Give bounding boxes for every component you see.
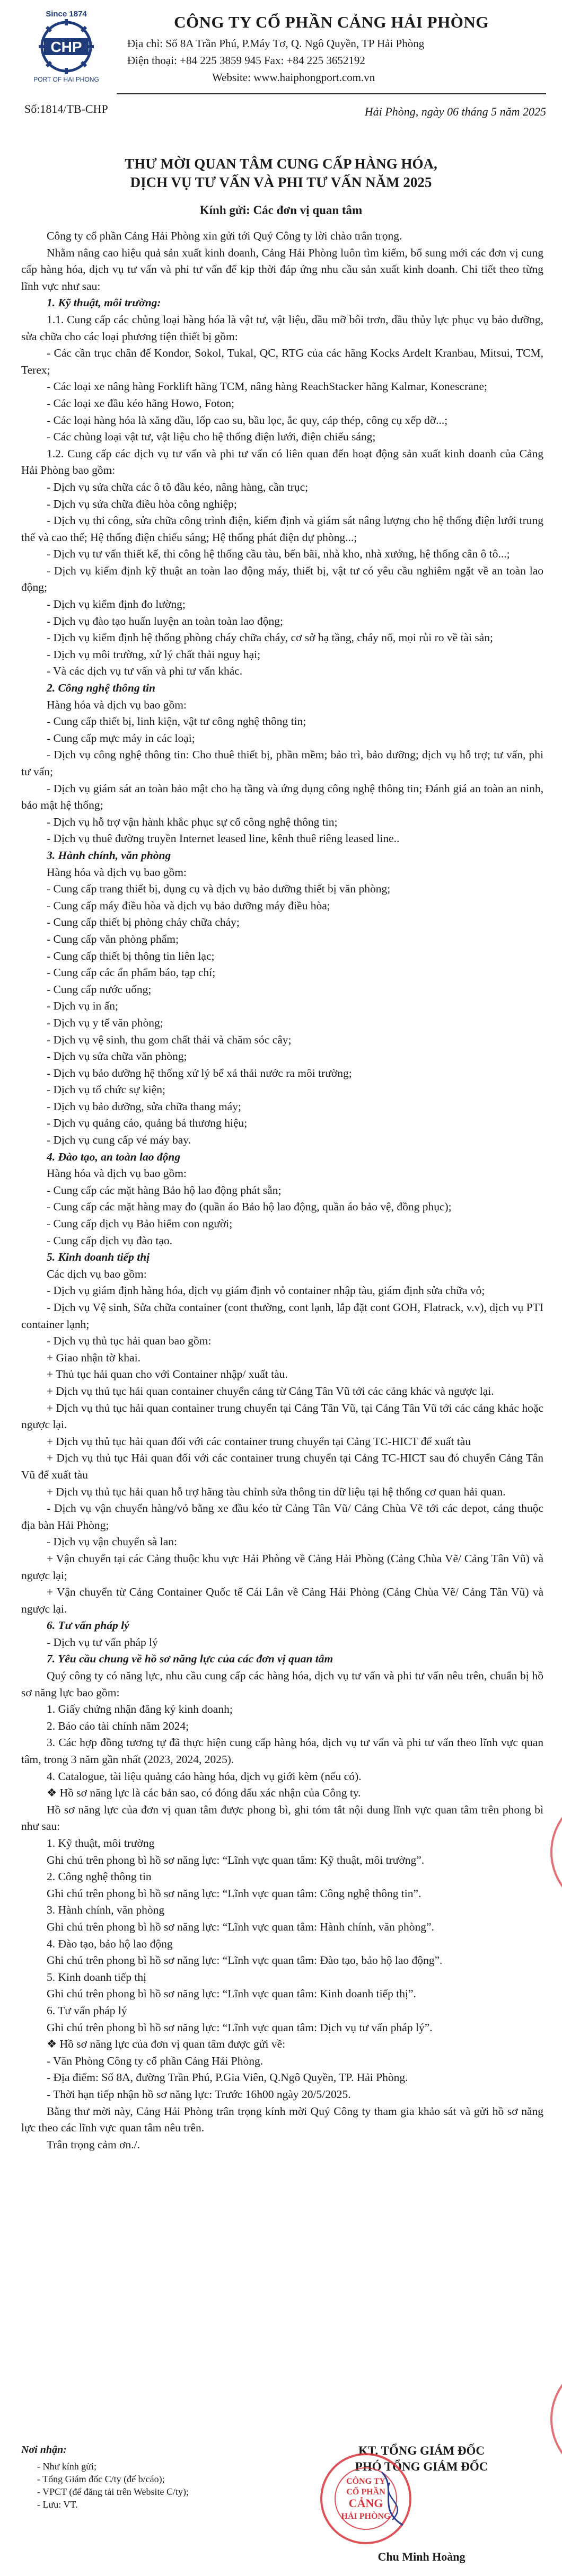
body-paragraph: - Dịch vụ sửa chữa các ô tô đầu kéo, nâng hàng, cần trục; (47, 480, 309, 493)
body-paragraph: - Dịch vụ y tế văn phòng; (47, 1016, 163, 1029)
body-paragraph: - Dịch vụ sửa chữa điều hòa công nghiệp; (47, 497, 237, 510)
body-paragraph: Ghi chú trên phong bì hồ sơ năng lực: “Lĩnh vực quan tâm: Công nghệ thông tin”. (47, 1887, 422, 1900)
body-paragraph: - Các loại xe nâng hàng Forklift hãng TCM, nâng hàng ReachStacker hãng Kalmar, Konescrane; (47, 380, 488, 393)
body-paragraph: 1. Giấy chứng nhận đăng ký kinh doanh; (47, 1703, 233, 1716)
seal-text-4: HẢI PHÒNG (341, 2512, 391, 2521)
body-paragraph: 4. Catalogue, tài liệu quảng cáo hàng hóa, dịch vụ giới kèm (nếu có). (47, 1769, 362, 1783)
seal-text-3: CẢNG (348, 2497, 383, 2510)
body-paragraph: - Dịch vụ tư vấn thiết kế, thi công hệ thống cầu tàu, bến bãi, nhà kho, nhà xưởng, hệ thống cân ô tô...; (47, 547, 510, 561)
recipient-item: - VPCT (để đăng tải trên Website C/ty); (37, 2486, 189, 2497)
body-paragraph: Hàng hóa và dịch vụ bao gồm: (47, 698, 187, 711)
body-paragraph: - Dịch vụ thủ tục hải quan bao gồm: (47, 1334, 212, 1348)
body-paragraph: Quý công ty có năng lực, nhu cầu cung cấp các hàng hóa, dịch vụ tư vấn và phi tư vấn nêu trên, chuẩn bị hồ sơ năng lực bao gồm: (21, 1669, 543, 1699)
body-paragraph: - Dịch vụ giám định hàng hóa, dịch vụ giám định vỏ container nhập tàu, giám định sửa chữa vỏ; (47, 1284, 485, 1297)
edge-stamp-icon (546, 2358, 562, 2480)
body-paragraph: + Giao nhận tờ khai. (47, 1351, 140, 1364)
company-phone-fax: Điện thoại: +84 225 3859 945 Fax: +84 225 3652192 (127, 54, 365, 67)
body-paragraph: - Dịch vụ thuê đường truyền Internet leased line, kênh thuê riêng leased line.. (47, 832, 400, 845)
body-paragraph: Hồ sơ năng lực của đơn vị quan tâm được phong bì, ghi tóm tắt nội dung lĩnh vực quan tâm trên phong bì như sau: (21, 1803, 543, 1833)
body-paragraph: - Dịch vụ đào tạo huấn luyện an toàn toàn lao động; (47, 614, 284, 627)
section-heading: 2. Công nghệ thông tin (47, 681, 155, 695)
body-paragraph: 1.1. Cung cấp các chủng loại hàng hóa là vật tư, vật liệu, dầu mỡ bôi trơn, dầu thủy lực phục vụ bảo dưỡng, sửa chữa cho các loại phương tiện thiết bị gồm: (21, 313, 543, 343)
body-paragraph: + Vận chuyển tại các Cảng thuộc khu vực Hải Phòng về Cảng Hải Phòng (Cảng Chùa Vẽ/ Cảng Tân Vũ) và ngược lại; (21, 1552, 543, 1582)
logo-since-text: Since 1874 (46, 10, 87, 19)
body-paragraph: - Cung cấp các mặt hàng Bảo hộ lao động phát sẵn; (47, 1183, 282, 1197)
body-paragraph: Ghi chú trên phong bì hồ sơ năng lực: “Lĩnh vực quan tâm: Dịch vụ tư vấn pháp lý”. (47, 2021, 433, 2034)
logo-letters: CHP (50, 39, 82, 55)
body-paragraph: - Dịch vụ sửa chữa văn phòng; (47, 1050, 187, 1063)
body-paragraph: - Cung cấp các mặt hàng may đo (quần áo Bảo hộ lao động, quần áo bảo vệ, đồng phục); (47, 1200, 452, 1214)
document-body (21, 228, 543, 2153)
body-paragraph: 1. Kỹ thuật, môi trường (47, 1837, 155, 1849)
body-paragraph: - Dịch vụ in ấn; (47, 999, 118, 1013)
body-paragraph: - Cung cấp trang thiết bị, dụng cụ và dịch vụ bảo dưỡng thiết bị văn phòng; (47, 882, 391, 896)
seal-text-2: CỔ PHẦN (346, 2488, 385, 2497)
body-paragraph: - Cung cấp máy điều hòa và dịch vụ bảo dưỡng máy điều hòa; (47, 899, 330, 912)
body-paragraph: 2. Công nghệ thông tin (47, 1870, 152, 1883)
body-paragraph: - Dịch vụ bảo dưỡng hệ thống xử lý bể xả thải nước ra môi trường; (47, 1066, 352, 1079)
body-paragraph: + Vận chuyển từ Cảng Container Quốc tế Cái Lân về Cảng Hải Phòng (Cảng Chùa Vẽ/ Cảng Tân Vũ) và ngược lại. (21, 1586, 543, 1615)
header-divider (117, 93, 546, 94)
body-paragraph: - Dịch vụ bảo dưỡng, sửa chữa thang máy; (47, 1100, 241, 1113)
body-paragraph: - Dịch vụ giám sát an toàn bảo mật cho hạ tầng và ứng dụng công nghệ thông tin; Đánh giá an toàn an ninh, bảo mật hệ thống; (21, 782, 543, 812)
body-paragraph: - Dịch vụ thi công, sửa chữa công trình điện, kiểm định và giám sát nâng lượng cho hệ thống điện lưới trung thế và cao thế; Hệ thống điện chiếu sáng; Hệ thống phát điện dự phòng...; (21, 514, 543, 544)
recipient-item: - Lưu: VT. (37, 2499, 78, 2510)
body-paragraph: Trân trọng cảm ơn./. (47, 2138, 140, 2151)
company-website[interactable]: Website: www.haiphongport.com.vn (212, 71, 375, 84)
body-paragraph: - Các loại hàng hóa là xăng dầu, lốp cao su, bầu lọc, ắc quy, cáp thép, công cụ xếp dỡ...; (47, 413, 448, 427)
recipient-line: Kính gửi: Các đơn vị quan tâm (199, 203, 363, 217)
body-paragraph: Hàng hóa và dịch vụ bao gồm: (47, 1167, 187, 1180)
body-paragraph: 4. Đào tạo, bảo hộ lao động (47, 1937, 173, 1950)
body-paragraph: Các dịch vụ bao gồm: (47, 1267, 147, 1280)
section-heading: 4. Đào tạo, an toàn lao động (47, 1150, 181, 1163)
body-paragraph: + Dịch vụ thủ tục hải quan container trung chuyển tại Cảng Tân Vũ, tại Cảng Tân Vũ tới các cảng khác hoặc ngược lại. (21, 1401, 543, 1431)
body-paragraph: - Và các dịch vụ tư vấn và phi tư vấn khác. (47, 665, 243, 678)
signature-title-1: KT. TỔNG GIÁM ĐỐC (358, 2444, 485, 2457)
company-logo (27, 10, 106, 89)
body-paragraph: - Dịch vụ tổ chức sự kiện; (47, 1083, 165, 1096)
document-title-line-2: DỊCH VỤ TƯ VẤN VÀ PHI TƯ VẤN NĂM 2025 (130, 174, 432, 190)
body-paragraph: - Dịch vụ công nghệ thông tin: Cho thuê thiết bị, phần mềm; bảo trì, bảo dưỡng; dịch vụ hỗ trợ; tư vấn, phi tư vấn; (21, 748, 543, 778)
edge-stamp-icon (546, 1791, 562, 1913)
body-paragraph: - Dịch vụ tư vấn pháp lý (47, 1635, 158, 1649)
body-paragraph: - Dịch vụ kiểm định kỹ thuật an toàn lao động máy, thiết bị, vật tư có yêu cầu nghiêm ngặt về an toàn lao động; (21, 564, 543, 594)
logo-port-text: PORT OF HAI PHONG (33, 76, 99, 83)
body-paragraph: + Dịch vụ thủ tục hải quan hỗ trợ hãng tàu chỉnh sửa thông tin dữ liệu tại hệ thống cơ quan hải quan. (47, 1485, 506, 1498)
body-paragraph: + Dịch vụ thủ tục hải quan container chuyển cảng từ Cảng Tân Vũ tới các cảng khác và ngược lại. (47, 1384, 494, 1397)
body-paragraph: 1.2. Cung cấp các dịch vụ tư vấn và phi tư vấn có liên quan đến hoạt động sản xuất kinh doanh của Cảng Hải Phòng bao gồm: (21, 447, 543, 477)
body-paragraph: - Các cần trục chân đế Kondor, Sokol, Tukal, QC, RTG của các hãng Kocks Ardelt Kranbau, Mitsui, TCM, Terex; (21, 347, 543, 376)
body-paragraph: - Dịch vụ vệ sinh, thu gom chất thải và chăm sóc cây; (47, 1033, 292, 1046)
body-paragraph: Bằng thư mời này, Cảng Hải Phòng trân trọng kính mời Quý Công ty tham gia khảo sát và gửi hồ sơ năng lực theo các lĩnh vực quan tâm nêu trên. (21, 2104, 543, 2135)
body-paragraph: - Các chủng loại vật tư, vật liệu cho hệ thống điện lưới, điện chiếu sáng; (47, 430, 376, 444)
body-paragraph: 3. Hành chính, văn phòng (47, 1904, 165, 1917)
body-paragraph: - Cung cấp dịch vụ đào tạo. (47, 1234, 173, 1247)
section-heading: 5. Kinh doanh tiếp thị (47, 1251, 150, 1264)
document-date: Hải Phòng, ngày 06 tháng 5 năm 2025 (364, 105, 546, 118)
body-paragraph: - Cung cấp mực máy in các loại; (47, 731, 195, 745)
body-paragraph: 6. Tư vấn pháp lý (47, 2004, 127, 2017)
company-seal-icon (318, 2451, 414, 2546)
body-paragraph: - Dịch vụ hỗ trợ vận hành khắc phục sự cố công nghệ thông tin; (47, 815, 338, 828)
recipients-title: Nơi nhận: (21, 2444, 67, 2456)
body-paragraph: - Dịch vụ cung cấp vé máy bay. (47, 1134, 191, 1147)
body-paragraph: + Thủ tục hải quan cho với Container nhập/ xuất tàu. (47, 1368, 288, 1381)
body-paragraph: + Dịch vụ thủ tục Hải quan đối với các container trung chuyển tại Cảng TC-HICT sau đó chuyển Cảng Tân Vũ để xuất tàu (21, 1451, 543, 1481)
body-paragraph: Ghi chú trên phong bì hồ sơ năng lực: “Lĩnh vực quan tâm: Kinh doanh tiếp thị”. (47, 1987, 416, 2000)
body-paragraph: - Cung cấp văn phòng phẩm; (47, 932, 179, 945)
body-paragraph: + Dịch vụ thủ tục hải quan đối với các container trung chuyển tại Cảng TC-HICT để xuất tàu (47, 1435, 471, 1448)
body-paragraph: - Dịch vụ kiểm định hệ thống phòng cháy chữa cháy, cơ sở hạ tầng, cháy nổ, mọi rủi ro về tài sản; (47, 631, 494, 644)
body-paragraph: - Cung cấp các ấn phẩm báo, tạp chí; (47, 966, 216, 979)
letterhead (21, 10, 546, 145)
body-paragraph: Ghi chú trên phong bì hồ sơ năng lực: “Lĩnh vực quan tâm: Đào tạo, bảo hộ lao động”. (47, 1954, 443, 1967)
body-paragraph: ❖ Hồ sơ năng lực là các bản sao, có đóng dấu xác nhận của Công ty. (47, 1786, 361, 1800)
company-name: CÔNG TY CỔ PHẦN CẢNG HẢI PHÒNG (174, 13, 489, 31)
document-number: Số:1814/TB-CHP (24, 102, 108, 116)
section-heading: 6. Tư vấn pháp lý (47, 1619, 129, 1632)
body-paragraph: - Cung cấp dịch vụ Bảo hiểm con người; (47, 1217, 233, 1231)
body-paragraph: Ghi chú trên phong bì hồ sơ năng lực: “Lĩnh vực quan tâm: Hành chính, văn phòng”. (47, 1920, 434, 1933)
body-paragraph: 5. Kinh doanh tiếp thị (47, 1970, 147, 1984)
company-address: Địa chỉ: Số 8A Trần Phú, P.Máy Tơ, Q. Ngô Quyền, TP Hải Phòng (127, 37, 425, 50)
body-paragraph: - Cung cấp nước uống; (47, 982, 152, 996)
seal-text-1: CÔNG TY (346, 2477, 385, 2486)
body-paragraph: Công ty cổ phần Cảng Hải Phòng xin gửi tới Quý Công ty lời chào trân trọng. (47, 229, 402, 242)
body-paragraph: - Dịch vụ vận chuyển sà lan: (47, 1535, 177, 1548)
body-paragraph: - Dịch vụ quảng cáo, quảng bá thương hiệu; (47, 1117, 248, 1130)
body-paragraph: - Cung cấp thiết bị phòng cháy chữa cháy; (47, 916, 240, 929)
body-paragraph: ❖ Hồ sơ năng lực của đơn vị quan tâm được gửi về: (47, 2038, 286, 2051)
section-heading: 3. Hành chính, văn phòng (47, 848, 171, 862)
signer-name: Chu Minh Hoàng (377, 2550, 466, 2563)
recipient-item: - Như kính gửi; (37, 2461, 97, 2472)
body-paragraph: - Dịch vụ kiểm định đo lường; (47, 598, 186, 611)
body-paragraph: - Văn Phòng Công ty cổ phần Cảng Hải Phòng. (47, 2054, 264, 2067)
body-paragraph: 3. Các hợp đồng tương tự đã thực hiện cung cấp hàng hóa, dịch vụ tư vấn và phi tư vấn theo lĩnh vực quan tâm, trong 3 năm gần nhất (2023, 2024, 2025). (21, 1736, 543, 1766)
body-paragraph: - Dịch vụ Vệ sinh, Sửa chữa container (cont thường, cont lạnh, lắp đặt cont GOH, Flatrack, v.v), dịch vụ PTI container lạnh; (21, 1301, 543, 1331)
body-paragraph: Hàng hóa và dịch vụ bao gồm: (47, 865, 187, 879)
body-paragraph: - Dịch vụ vận chuyển hàng/vỏ bằng xe đầu kéo từ Cảng Tân Vũ/ Cảng Chùa Vẽ tới các depot, cảng thuộc địa bàn Hải Phòng; (21, 1502, 543, 1532)
body-paragraph: - Thời hạn tiếp nhận hồ sơ năng lực: Trước 16h00 ngày 20/5/2025. (47, 2087, 351, 2101)
body-paragraph: - Dịch vụ môi trường, xử lý chất thải nguy hại; (47, 648, 261, 661)
body-paragraph: Nhằm nâng cao hiệu quả sản xuất kinh doanh, Cảng Hải Phòng luôn tìm kiếm, bổ sung mới các đơn vị cung cấp hàng hóa, dịch vụ tư vấn và phi tư vấn để kịp thời đáp ứng nhu cầu sản xuất kinh doanh. Chi tiết theo từng lĩnh vực như sau: (21, 246, 543, 293)
body-paragraph: 2. Báo cáo tài chính năm 2024; (47, 1719, 189, 1732)
recipient-item: - Tổng Giám đốc C/ty (để b/cáo); (37, 2474, 165, 2484)
section-heading: 1. Kỹ thuật, môi trường: (47, 296, 161, 309)
body-paragraph: - Cung cấp thiết bị, linh kiện, vật tư công nghệ thông tin; (47, 715, 306, 728)
section-heading: 7. Yêu cầu chung về hồ sơ năng lực của các đơn vị quan tâm (47, 1652, 333, 1666)
body-paragraph: Ghi chú trên phong bì hồ sơ năng lực: “Lĩnh vực quan tâm: Kỹ thuật, môi trường”. (47, 1853, 425, 1866)
signature-title-2: PHÓ TỔNG GIÁM ĐỐC (355, 2460, 488, 2473)
body-paragraph: - Các loại xe đầu kéo hãng Howo, Foton; (47, 396, 235, 410)
body-paragraph: - Cung cấp thiết bị thông tin liên lạc; (47, 949, 215, 962)
document-title-line-1: THƯ MỜI QUAN TÂM CUNG CẤP HÀNG HÓA, (125, 156, 437, 172)
body-paragraph: - Địa điểm: Số 8A, đường Trần Phú, P.Gia Viên, Q.Ngô Quyền, TP. Hải Phòng. (47, 2071, 408, 2084)
